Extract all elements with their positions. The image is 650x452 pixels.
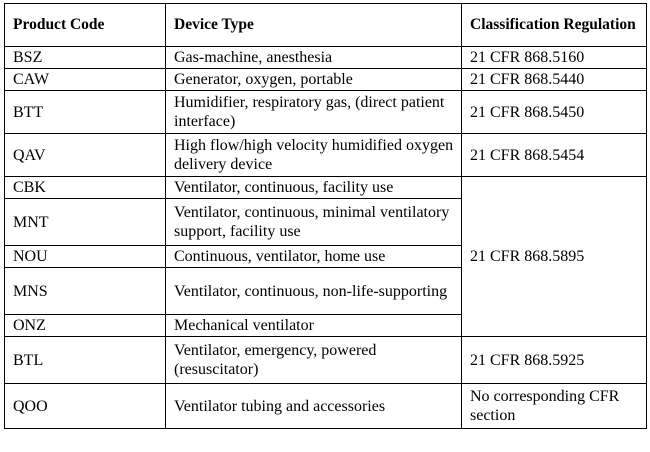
product-code-cell: CBK	[5, 177, 166, 199]
device-type-cell: Ventilator, emergency, powered (resuscitator)	[166, 337, 462, 384]
regulation-cell: 21 CFR 868.5440	[462, 69, 647, 91]
device-type-cell: Continuous, ventilator, home use	[166, 246, 462, 268]
product-code-cell: BSZ	[5, 47, 166, 69]
device-type-cell: Mechanical ventilator	[166, 315, 462, 337]
header-device-type: Device Type	[166, 4, 462, 47]
product-code-cell: BTL	[5, 337, 166, 384]
device-type-cell: Humidifier, respiratory gas, (direct patient interface)	[166, 91, 462, 134]
classification-table-container	[4, 3, 647, 429]
classification-table	[4, 3, 647, 429]
device-type-cell: Ventilator, continuous, non-life-supporting	[166, 268, 462, 315]
device-type-cell: Ventilator tubing and accessories	[166, 384, 462, 429]
table-row	[5, 177, 647, 199]
device-type-cell: Ventilator, continuous, minimal ventilatory support, facility use	[166, 199, 462, 246]
header-product-code: Product Code	[5, 4, 166, 47]
device-type-cell: Ventilator, continuous, facility use	[166, 177, 462, 199]
device-type-cell: Gas-machine, anesthesia	[166, 47, 462, 69]
regulation-cell: 21 CFR 868.5895	[462, 177, 647, 337]
device-type-cell: High flow/high velocity humidified oxygen delivery device	[166, 134, 462, 177]
header-classification-regulation: Classification Regulation	[462, 4, 647, 47]
table-row	[5, 91, 647, 134]
product-code-cell: QOO	[5, 384, 166, 429]
regulation-cell: No corresponding CFR section	[462, 384, 647, 429]
product-code-cell: MNT	[5, 199, 166, 246]
product-code-cell: BTT	[5, 91, 166, 134]
product-code-cell: QAV	[5, 134, 166, 177]
product-code-cell: NOU	[5, 246, 166, 268]
table-row	[5, 134, 647, 177]
product-code-cell: MNS	[5, 268, 166, 315]
table-row	[5, 337, 647, 384]
table-row	[5, 384, 647, 429]
table-header-row	[5, 4, 647, 47]
device-type-cell: Generator, oxygen, portable	[166, 69, 462, 91]
regulation-cell: 21 CFR 868.5454	[462, 134, 647, 177]
regulation-cell: 21 CFR 868.5160	[462, 47, 647, 69]
table-row	[5, 69, 647, 91]
product-code-cell: CAW	[5, 69, 166, 91]
regulation-cell: 21 CFR 868.5450	[462, 91, 647, 134]
table-row	[5, 47, 647, 69]
product-code-cell: ONZ	[5, 315, 166, 337]
regulation-cell: 21 CFR 868.5925	[462, 337, 647, 384]
